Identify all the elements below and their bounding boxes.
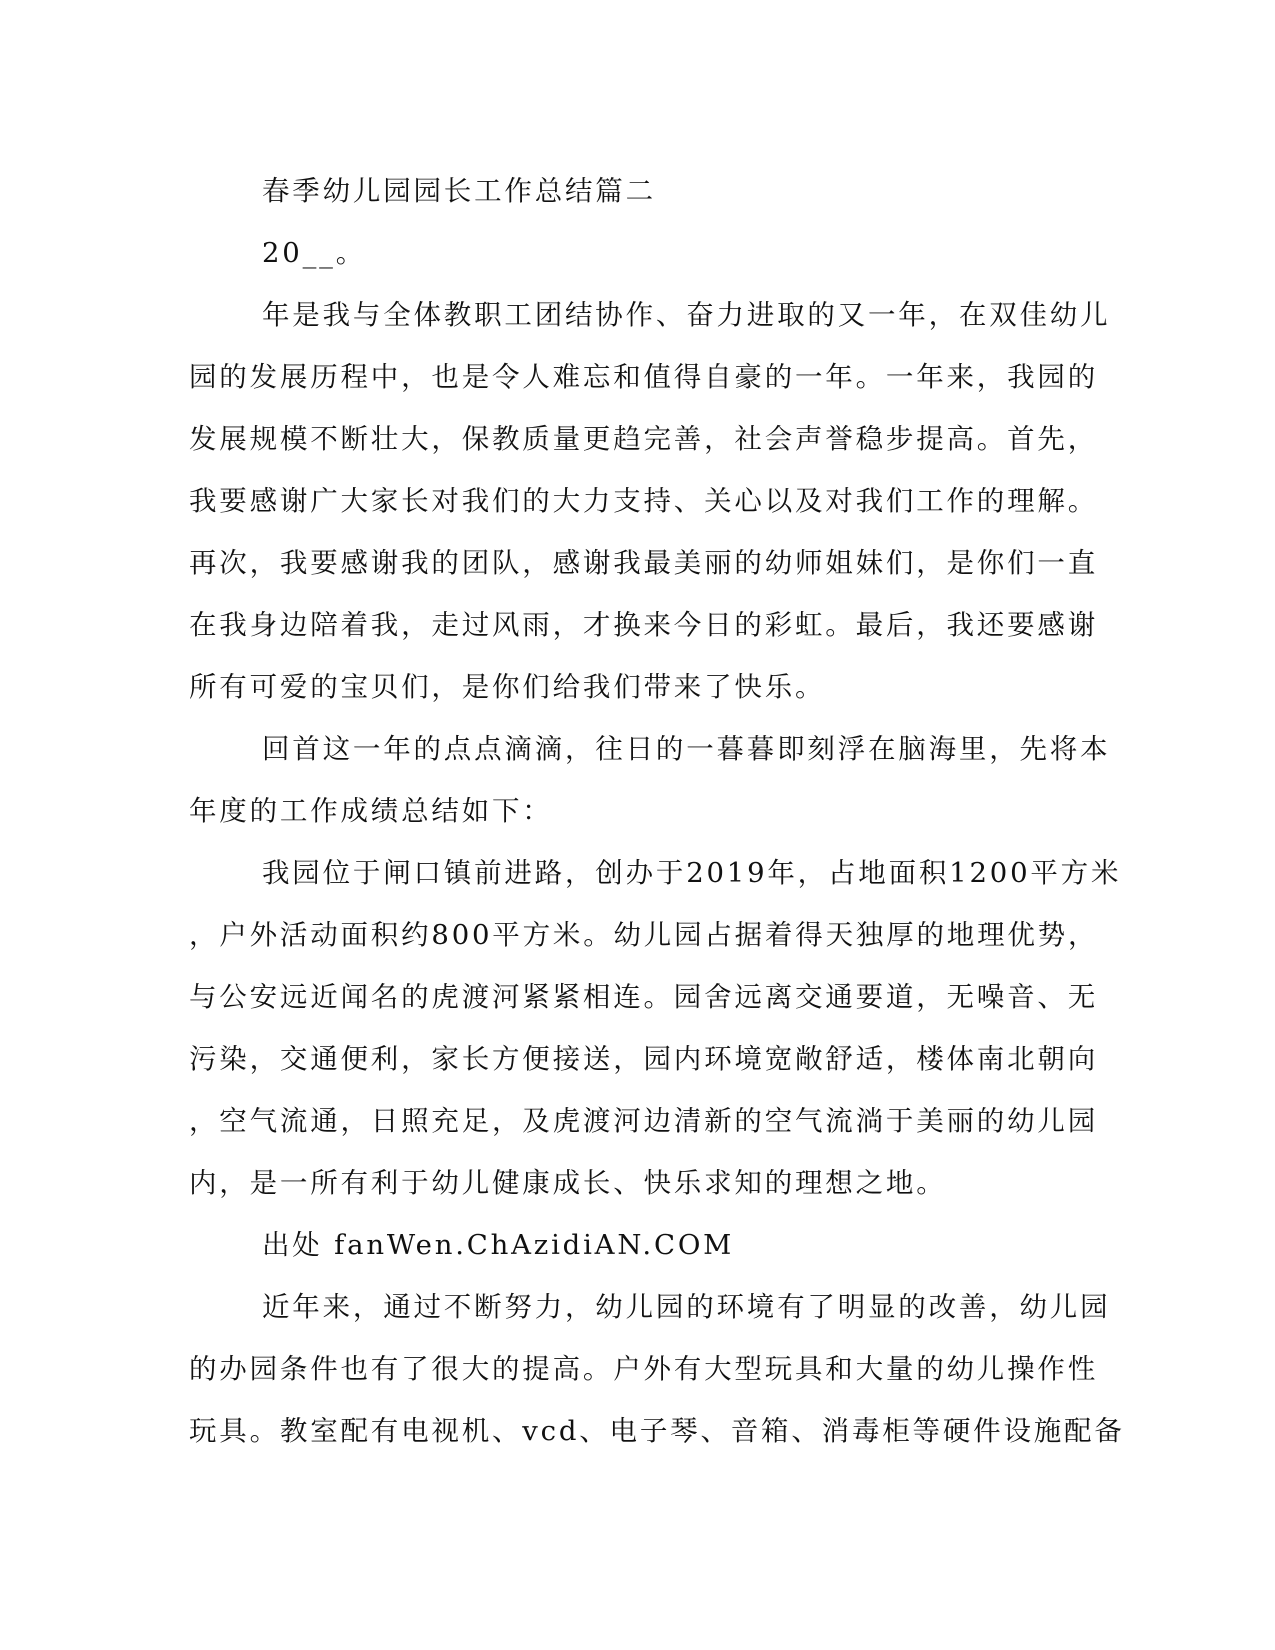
paragraph-line: 在我身边陪着我，走过风雨，才换来今日的彩虹。最后，我还要感谢 <box>189 609 1098 641</box>
paragraph-3 <box>189 842 1122 1214</box>
paragraph-line: ，户外活动面积约800平方米。幼儿园占据着得天独厚的地理优势， <box>189 919 1099 951</box>
paragraph-line: ，空气流通，日照充足，及虎渡河边清新的空气流淌于美丽的幼儿园 <box>189 1105 1098 1137</box>
paragraph-line: 回首这一年的点点滴滴，往日的一暮暮即刻浮在脑海里，先将本 <box>262 733 1111 765</box>
paragraph-1 <box>189 284 1111 718</box>
paragraph-2 <box>189 718 1111 842</box>
year-line: 20__。 <box>262 237 366 269</box>
paragraph-line: 我园位于闸口镇前进路，创办于2019年，占地面积1200平方米 <box>262 857 1122 889</box>
paragraph-line: 年是我与全体教职工团结协作、奋力进取的又一年，在双佳幼儿 <box>262 299 1111 331</box>
paragraph-line: 再次，我要感谢我的团队，感谢我最美丽的幼师姐妹们，是你们一直 <box>189 547 1098 579</box>
paragraph-line: 年度的工作成绩总结如下： <box>189 795 553 827</box>
paragraph-line: 我要感谢广大家长对我们的大力支持、关心以及对我们工作的理解。 <box>189 485 1098 517</box>
source-note <box>189 1214 1069 1276</box>
source-line: 出处 fanWen.ChAzidiAN.COM <box>262 1229 735 1261</box>
paragraph-line: 近年来，通过不断努力，幼儿园的环境有了明显的改善，幼儿园 <box>262 1291 1111 1323</box>
paragraph-line: 所有可爱的宝贝们，是你们给我们带来了快乐。 <box>189 671 826 703</box>
paragraph-line: 的办园条件也有了很大的提高。户外有大型玩具和大量的幼儿操作性 <box>189 1353 1098 1385</box>
paragraph-line: 内，是一所有利于幼儿健康成长、快乐求知的理想之地。 <box>189 1167 947 1199</box>
paragraph-line: 园的发展历程中，也是令人难忘和值得自豪的一年。一年来，我园的 <box>189 361 1098 393</box>
paragraph-line: 污染，交通便利，家长方便接送，园内环境宽敞舒适，楼体南北朝向 <box>189 1043 1098 1075</box>
document-title: 春季幼儿园园长工作总结篇二 <box>262 175 656 207</box>
paragraph-line: 玩具。教室配有电视机、vcd、电子琴、音箱、消毒柜等硬件设施配备 <box>189 1415 1125 1447</box>
paragraph-4 <box>189 1276 1125 1462</box>
paragraph-line: 与公安远近闻名的虎渡河紧紧相连。园舍远离交通要道，无噪音、无 <box>189 981 1098 1013</box>
paragraph-line: 发展规模不断壮大，保教质量更趋完善，社会声誉稳步提高。首先， <box>189 423 1098 455</box>
document-body <box>189 160 1125 1462</box>
